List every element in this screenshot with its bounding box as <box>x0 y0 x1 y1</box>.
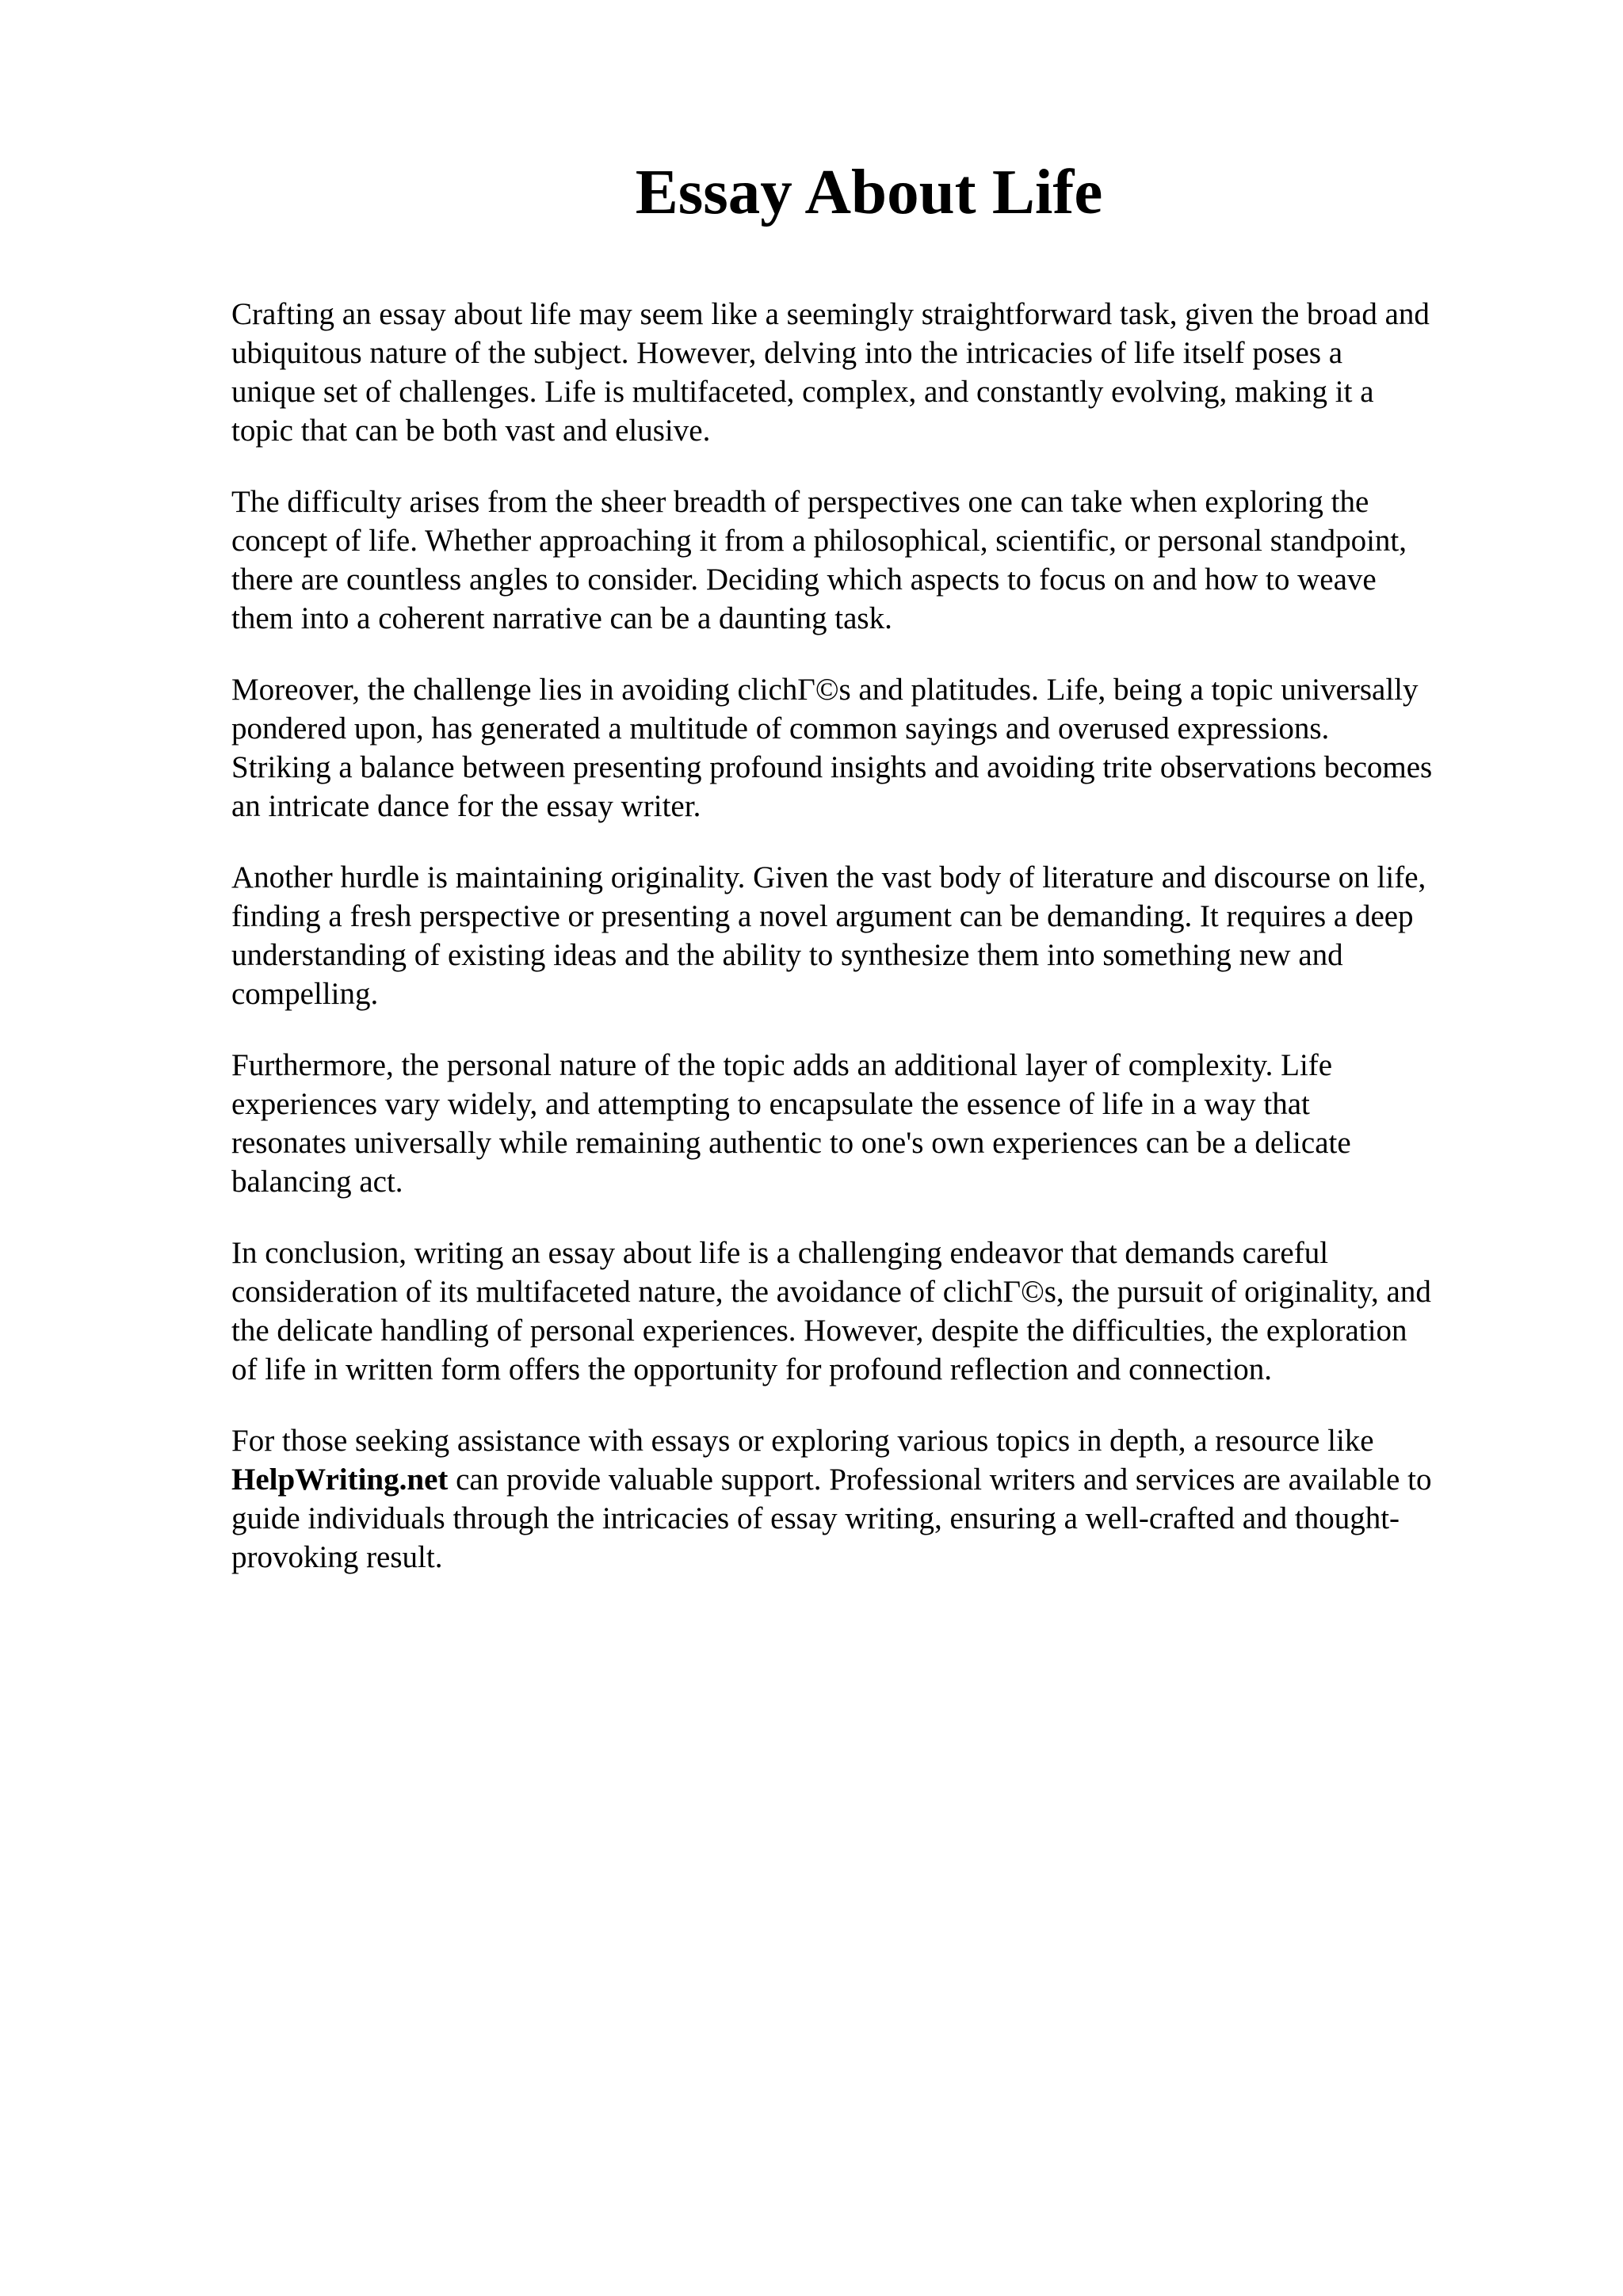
text-line: concept of life. Whether approaching it from a philosophical, scientific, or personal standpoint, <box>231 524 1407 558</box>
paragraph-difficulty <box>231 482 1547 638</box>
text-line: the delicate handling of personal experiences. However, despite the difficulties, the exploration <box>231 1314 1407 1348</box>
text-line: Striking a balance between presenting profound insights and avoiding trite observations becomes <box>231 750 1433 784</box>
text-line: The difficulty arises from the sheer breadth of perspectives one can take when exploring the <box>231 485 1369 519</box>
paragraph-intro <box>231 295 1547 450</box>
text-line: Moreover, the challenge lies in avoiding clichΓ©s and platitudes. Life, being a topic universally <box>231 673 1419 707</box>
text-line: Furthermore, the personal nature of the topic adds an additional layer of complexity. Life <box>231 1048 1333 1082</box>
text-line: balancing act. <box>231 1165 403 1199</box>
paragraph-cliches <box>231 670 1547 826</box>
text-line: unique set of challenges. Life is multifaceted, complex, and constantly evolving, making it a <box>231 375 1374 409</box>
paragraph-conclusion <box>231 1234 1547 1389</box>
helpwriting-link[interactable]: HelpWriting.net <box>231 1463 449 1497</box>
text-line: compelling. <box>231 977 379 1011</box>
text-line: Crafting an essay about life may seem like a seemingly straightforward task, given the broad and <box>231 297 1430 331</box>
text-line: guide individuals through the intricacies of essay writing, ensuring a well-crafted and thought- <box>231 1501 1400 1535</box>
text-line: consideration of its multifaceted nature, the avoidance of clichΓ©s, the pursuit of originality, and <box>231 1275 1431 1309</box>
text-line: of life in written form offers the opportunity for profound reflection and connection. <box>231 1352 1272 1386</box>
text-line: ubiquitous nature of the subject. However, delving into the intricacies of life itself poses a <box>231 336 1343 370</box>
text-line: For those seeking assistance with essays or exploring various topics in depth, a resource like <box>231 1424 1374 1458</box>
text-line-with-link <box>231 1460 1547 1499</box>
paragraph-originality <box>231 858 1547 1013</box>
text-line: experiences vary widely, and attempting to encapsulate the essence of life in a way that <box>231 1087 1310 1121</box>
essay-body <box>231 295 1547 1609</box>
text-line: provoking result. <box>231 1540 443 1574</box>
text-line: understanding of existing ideas and the ability to synthesize them into something new and <box>231 938 1343 972</box>
text-line: finding a fresh perspective or presenting a novel argument can be demanding. It requires a deep <box>231 899 1414 933</box>
text-line: Another hurdle is maintaining originality. Given the vast body of literature and discourse on life, <box>231 860 1426 894</box>
text-line: resonates universally while remaining authentic to one's own experiences can be a delicate <box>231 1126 1351 1160</box>
text-line: pondered upon, has generated a multitude of common sayings and overused expressions. <box>231 711 1330 746</box>
paragraph-closing <box>231 1421 1547 1577</box>
paragraph-personal <box>231 1046 1547 1201</box>
text-line: there are countless angles to consider. Deciding which aspects to focus on and how to weave <box>231 563 1377 597</box>
text-fragment: can provide valuable support. Professional writers and services are available to <box>448 1463 1432 1497</box>
text-line: topic that can be both vast and elusive. <box>231 414 711 448</box>
text-line: an intricate dance for the essay writer. <box>231 789 701 823</box>
text-line: them into a coherent narrative can be a daunting task. <box>231 601 892 635</box>
document-title: Essay About Life <box>635 156 1103 227</box>
text-line: In conclusion, writing an essay about life is a challenging endeavor that demands careful <box>231 1236 1329 1270</box>
